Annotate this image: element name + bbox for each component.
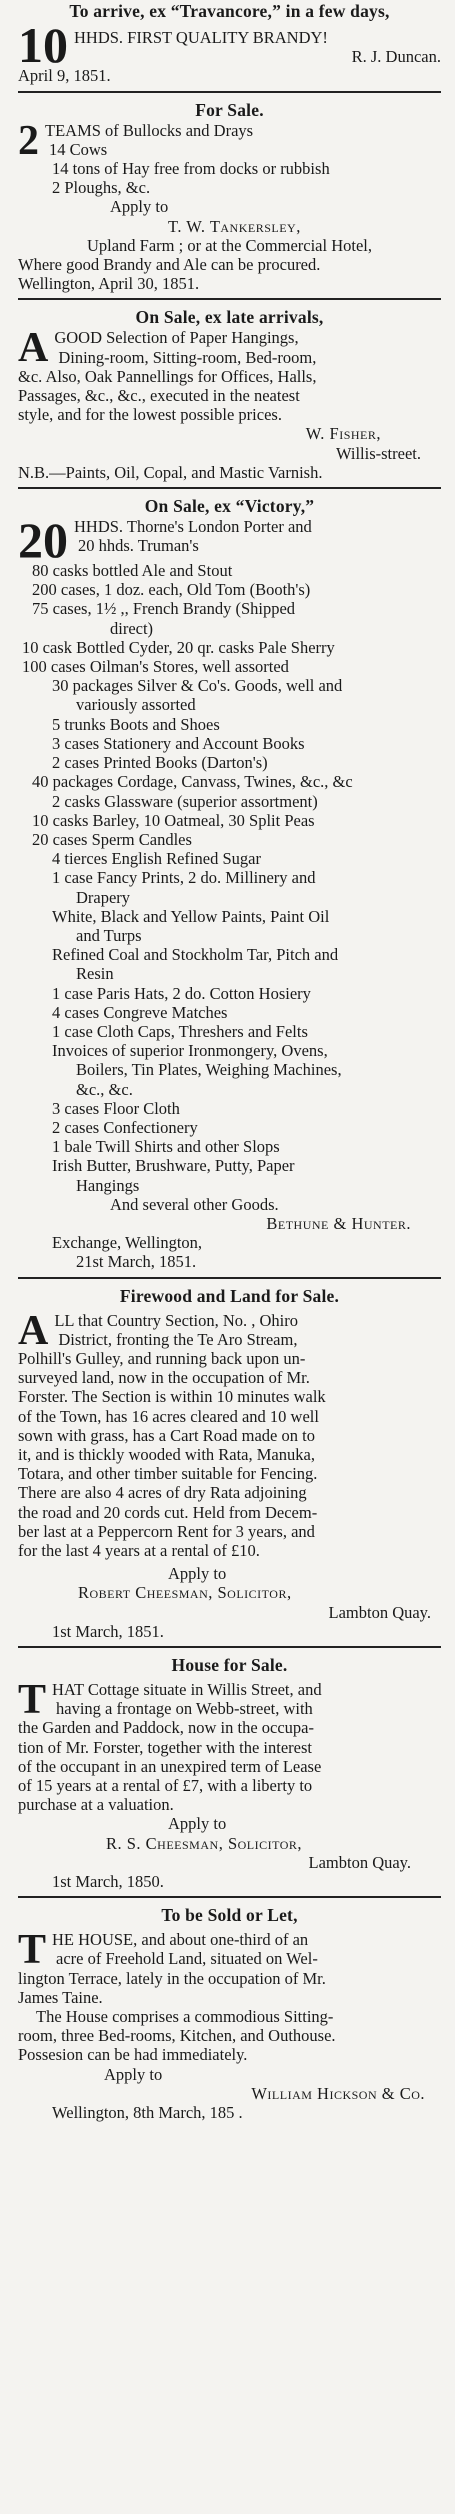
drop-letter: T <box>18 1927 47 1974</box>
list-item: 75 cases, 1½ ,, French Brandy (Shipped <box>32 599 296 619</box>
ad-place: Lambton Quay. <box>308 1852 411 1872</box>
ad-line: room, three Bed-rooms, Kitchen, and Outhouse. <box>18 2026 336 2046</box>
ad-signer: R. S. Cheesman, Solicitor, <box>106 1833 303 1853</box>
divider <box>18 298 441 300</box>
list-item: 1 case Cloth Caps, Threshers and Felts <box>52 1021 308 1041</box>
list-item: 10 cask Bottled Cyder, 20 qr. casks Pale Sherry <box>22 637 335 657</box>
list-item: 40 packages Cordage, Canvass, Twines, &c., &c <box>32 772 353 792</box>
ad-line: 14 tons of Hay free from docks or rubbish <box>52 159 330 179</box>
ad-signer: Robert Cheesman, Solicitor, <box>78 1583 292 1603</box>
drop-number: 20 <box>18 512 68 569</box>
ad-line: Totara, and other timber suitable for Fencing. <box>18 1464 318 1484</box>
ad-place: Exchange, Wellington, <box>52 1233 203 1253</box>
list-item: 20 cases Sperm Candles <box>32 829 192 849</box>
ad-signer: Bethune & Hunter. <box>266 1213 411 1233</box>
ad-line: James Taine. <box>18 1987 103 2007</box>
list-item: 3 cases Floor Cloth <box>52 1098 180 1118</box>
ad-line: TEAMS of Bullocks and Drays <box>45 120 254 140</box>
list-item: 2 casks Glassware (superior assortment) <box>52 791 318 811</box>
ad-line: HHDS. Thorne's London Porter and <box>74 517 312 537</box>
ad-date: Wellington, 8th March, 185 . <box>52 2103 243 2123</box>
divider <box>18 1646 441 1648</box>
ad-header: For Sale. <box>195 99 264 120</box>
ad-line: of the Town, has 16 acres cleared and 10 well <box>18 1406 319 1426</box>
ad-header: To be Sold or Let, <box>161 1905 298 1926</box>
ad-place: Lambton Quay. <box>328 1602 431 1622</box>
ad-line: The House comprises a commodious Sitting- <box>36 2007 334 2027</box>
ad-signer: William Hickson & Co. <box>251 2083 425 2103</box>
ad-line: There are also 4 acres of dry Rata adjoining <box>18 1483 307 1503</box>
list-item: Invoices of superior Ironmongery, Ovens, <box>52 1041 328 1061</box>
list-item: 10 casks Barley, 10 Oatmeal, 30 Split Peas <box>32 810 315 830</box>
ad-line: acre of Freehold Land, situated on Wel- <box>56 1949 318 1969</box>
ad-late-arrivals <box>18 306 441 482</box>
ad-victory <box>18 495 441 1272</box>
drop-letter: T <box>18 1677 47 1724</box>
list-item: Refined Coal and Stockholm Tar, Pitch and <box>52 945 339 965</box>
ad-firewood <box>18 1285 441 1641</box>
ad-house-for-sale <box>18 1654 441 1891</box>
list-item: 200 cases, 1 doz. each, Old Tom (Booth's) <box>32 580 311 600</box>
ad-line: Dining-room, Sitting-room, Bed-room, <box>58 347 317 367</box>
drop-letter: A <box>18 325 49 372</box>
list-item: 80 casks bottled Ale and Stout <box>32 561 233 581</box>
ad-line: 14 Cows <box>49 139 108 159</box>
ad-line: GOOD Selection of Paper Hangings, <box>54 328 299 348</box>
list-item: &c., &c. <box>76 1079 133 1099</box>
list-item: 1 case Fancy Prints, 2 do. Millinery and <box>52 868 316 888</box>
list-item: 2 cases Printed Books (Darton's) <box>52 753 268 773</box>
list-item: 1 case Paris Hats, 2 do. Cotton Hosiery <box>52 983 311 1003</box>
list-item: Drapery <box>76 887 131 907</box>
ad-line: Where good Brandy and Ale can be procured. <box>18 255 321 275</box>
ad-signer: T. W. Tankersley, <box>168 216 301 236</box>
ad-apply: Apply to <box>168 1564 227 1584</box>
ad-line: &c. Also, Oak Pannellings for Offices, Halls, <box>18 366 317 386</box>
divider <box>18 1277 441 1279</box>
ad-header: On Sale, ex “Victory,” <box>144 496 315 517</box>
ad-signer: R. J. Duncan. <box>351 47 441 67</box>
ad-line: sown with grass, has a Cart Road made on to <box>18 1425 315 1445</box>
list-item: 4 cases Congreve Matches <box>52 1002 228 1022</box>
ad-line: Passages, &c., &c., executed in the neatest <box>18 386 300 406</box>
ad-nb: N.B.—Paints, Oil, Copal, and Mastic Varnish. <box>18 462 323 482</box>
list-item: 1 bale Twill Shirts and other Slops <box>52 1137 280 1157</box>
ad-line: of the occupant in an unexpired term of Lease <box>18 1756 322 1776</box>
list-item: variously assorted <box>76 695 196 715</box>
ad-line: lington Terrace, lately in the occupation of Mr. <box>18 1968 326 1988</box>
ad-line: style, and for the lowest possible prices. <box>18 405 282 425</box>
ad-line: tion of Mr. Forster, together with the interest <box>18 1737 312 1757</box>
ad-line: surveyed land, now in the occupation of Mr. <box>18 1368 310 1388</box>
ad-line: District, fronting the Te Aro Stream, <box>58 1329 298 1349</box>
ad-line: Upland Farm ; or at the Commercial Hotel, <box>86 235 372 255</box>
list-item: and Turps <box>76 925 142 945</box>
ad-street: Willis-street. <box>335 443 421 463</box>
divider <box>18 91 441 93</box>
ad-line: HAT Cottage situate in Willis Street, and <box>52 1680 322 1700</box>
ad-apply: Apply to <box>110 197 169 217</box>
ad-apply: Apply to <box>104 2064 163 2084</box>
list-item: White, Black and Yellow Paints, Paint Oil <box>52 906 330 926</box>
ad-date: 1st March, 1851. <box>52 1621 164 1641</box>
ad-date: Wellington, April 30, 1851. <box>18 274 200 294</box>
list-item: 4 tierces English Refined Sugar <box>52 849 261 869</box>
ad-travancore <box>18 0 441 86</box>
list-item: Boilers, Tin Plates, Weighing Machines, <box>76 1060 342 1080</box>
ad-others: And several other Goods. <box>110 1194 279 1214</box>
ad-date: 1st March, 1850. <box>52 1872 164 1892</box>
list-item: direct) <box>110 618 154 638</box>
ad-line: 20 hhds. Truman's <box>78 536 199 556</box>
ad-line: having a frontage on Webb-street, with <box>56 1699 313 1719</box>
divider <box>18 487 441 489</box>
ad-line: HE HOUSE, and about one-third of an <box>52 1930 309 1950</box>
list-item: 2 cases Confectionery <box>52 1117 198 1137</box>
list-item: 100 cases Oilman's Stores, well assorted <box>22 657 289 677</box>
ad-line: the Garden and Paddock, now in the occupa- <box>18 1718 314 1738</box>
ad-line: it, and is thickly wooded with Rata, Manuka, <box>18 1445 315 1464</box>
ad-line: Forster. The Section is within 10 minutes walk <box>18 1387 326 1407</box>
ad-line: of 15 years at a rental of £7, with a liberty to <box>18 1776 313 1796</box>
ad-header: Firewood and Land for Sale. <box>119 1285 340 1306</box>
ad-sold-or-let <box>18 1904 441 2122</box>
ad-line: Polhill's Gulley, and running back upon un- <box>18 1348 306 1368</box>
ad-header: House for Sale. <box>171 1655 288 1676</box>
drop-number: 10 <box>18 17 68 73</box>
drop-number: 2 <box>18 117 39 164</box>
list-item: 3 cases Stationery and Account Books <box>52 733 305 753</box>
list-item: Resin <box>76 964 114 984</box>
ad-line: LL that Country Section, No. , Ohiro <box>54 1310 298 1330</box>
drop-letter: A <box>18 1307 49 1354</box>
ad-apply: Apply to <box>168 1814 227 1834</box>
ad-line: for the last 4 years at a rental of £10. <box>18 1541 260 1561</box>
ad-date: 21st March, 1851. <box>76 1252 197 1272</box>
ad-line: HHDS. FIRST QUALITY BRANDY! <box>74 28 328 47</box>
list-item: Irish Butter, Brushware, Putty, Paper <box>52 1156 295 1176</box>
ad-header: To arrive, ex “Travancore,” in a few days, <box>69 1 390 21</box>
ad-line: purchase at a valuation. <box>18 1795 174 1815</box>
list-item: 5 trunks Boots and Shoes <box>52 714 220 734</box>
ad-date: April 9, 1851. <box>18 66 111 86</box>
ad-line: the road and 20 cords cut. Held from Decem- <box>18 1502 318 1522</box>
ad-header: On Sale, ex late arrivals, <box>135 307 324 328</box>
ad-for-sale <box>18 99 441 294</box>
ad-line: ber last at a Peppercorn Rent for 3 years, and <box>18 1521 315 1541</box>
ad-signer: W. Fisher, <box>305 424 381 444</box>
divider <box>18 1896 441 1898</box>
list-item: 30 packages Silver & Co's. Goods, well and <box>52 676 343 696</box>
list-item: Hangings <box>76 1175 140 1195</box>
ad-line: 2 Ploughs, &c. <box>52 178 151 198</box>
ad-line: Possesion can be had immediately. <box>18 2045 248 2065</box>
